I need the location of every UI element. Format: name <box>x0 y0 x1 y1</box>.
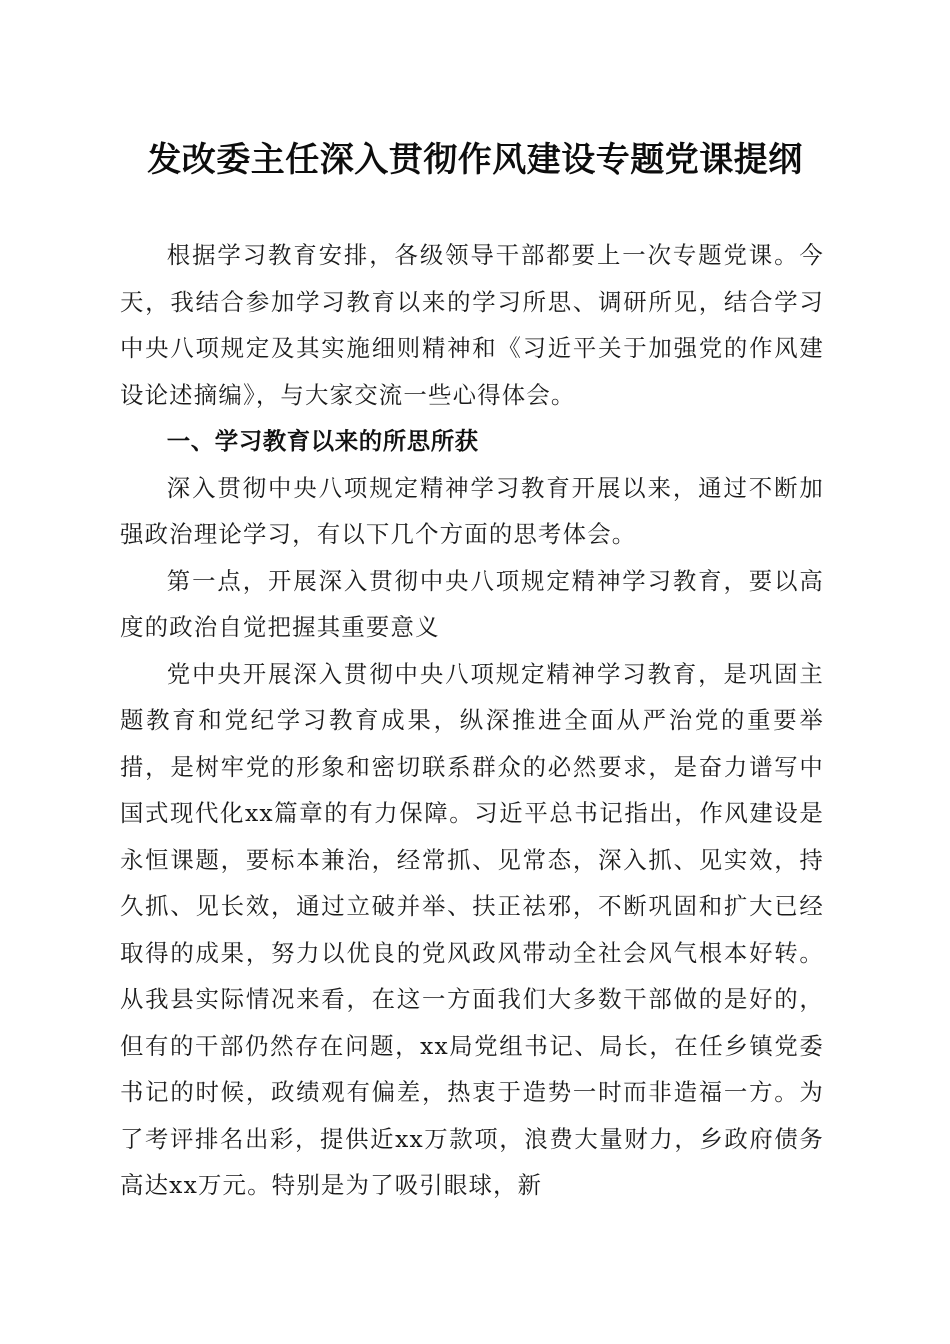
paragraph-point-1: 党中央开展深入贯彻中央八项规定精神学习教育，是巩固主题教育和党纪学习教育成果，纵深推进全面从严治党的重要举措，是树牢党的形象和密切联系群众的必然要求，是奋力谱写中国式现代化xx篇章的有力保障。习近平总书记指出，作风建设是永恒课题，要标本兼治，经常抓、见常态，深入抓、见实效，持久抓、见长效，通过立破并举、扶正祛邪，不断巩固和扩大已经取得的成果，努力以优良的党风政风带动全社会风气根本好转。从我县实际情况来看，在这一方面我们大多数干部做的是好的，但有的干部仍然存在问题，xx局党组书记、局长，在任乡镇党委书记的时候，政绩观有偏差，热衷于造势一时而非造福一方。为了考评排名出彩，提供近xx万款项，浪费大量财力，乡政府债务高达xx万元。特别是为了吸引眼球，新 <box>120 659 824 1199</box>
subheading-point-1: 第一点，开展深入贯彻中央八项规定精神学习教育，要以高度的政治自觉把握其重要意义 <box>120 566 824 641</box>
paragraph-intro: 根据学习教育安排，各级领导干部都要上一次专题党课。今天，我结合参加学习教育以来的学习所思、调研所见，结合学习中央八项规定及其实施细则精神和《习近平关于加强党的作风建设论述摘编》，与大家交流一些心得体会。 <box>120 241 824 409</box>
document-title: 发改委主任深入贯彻作风建设专题党课提纲 <box>147 140 803 180</box>
document-body <box>120 232 824 1209</box>
section-heading-1: 一、学习教育以来的所思所获 <box>166 427 479 455</box>
paragraph-section-1: 深入贯彻中央八项规定精神学习教育开展以来，通过不断加强政治理论学习，有以下几个方面的思考体会。 <box>120 473 824 548</box>
